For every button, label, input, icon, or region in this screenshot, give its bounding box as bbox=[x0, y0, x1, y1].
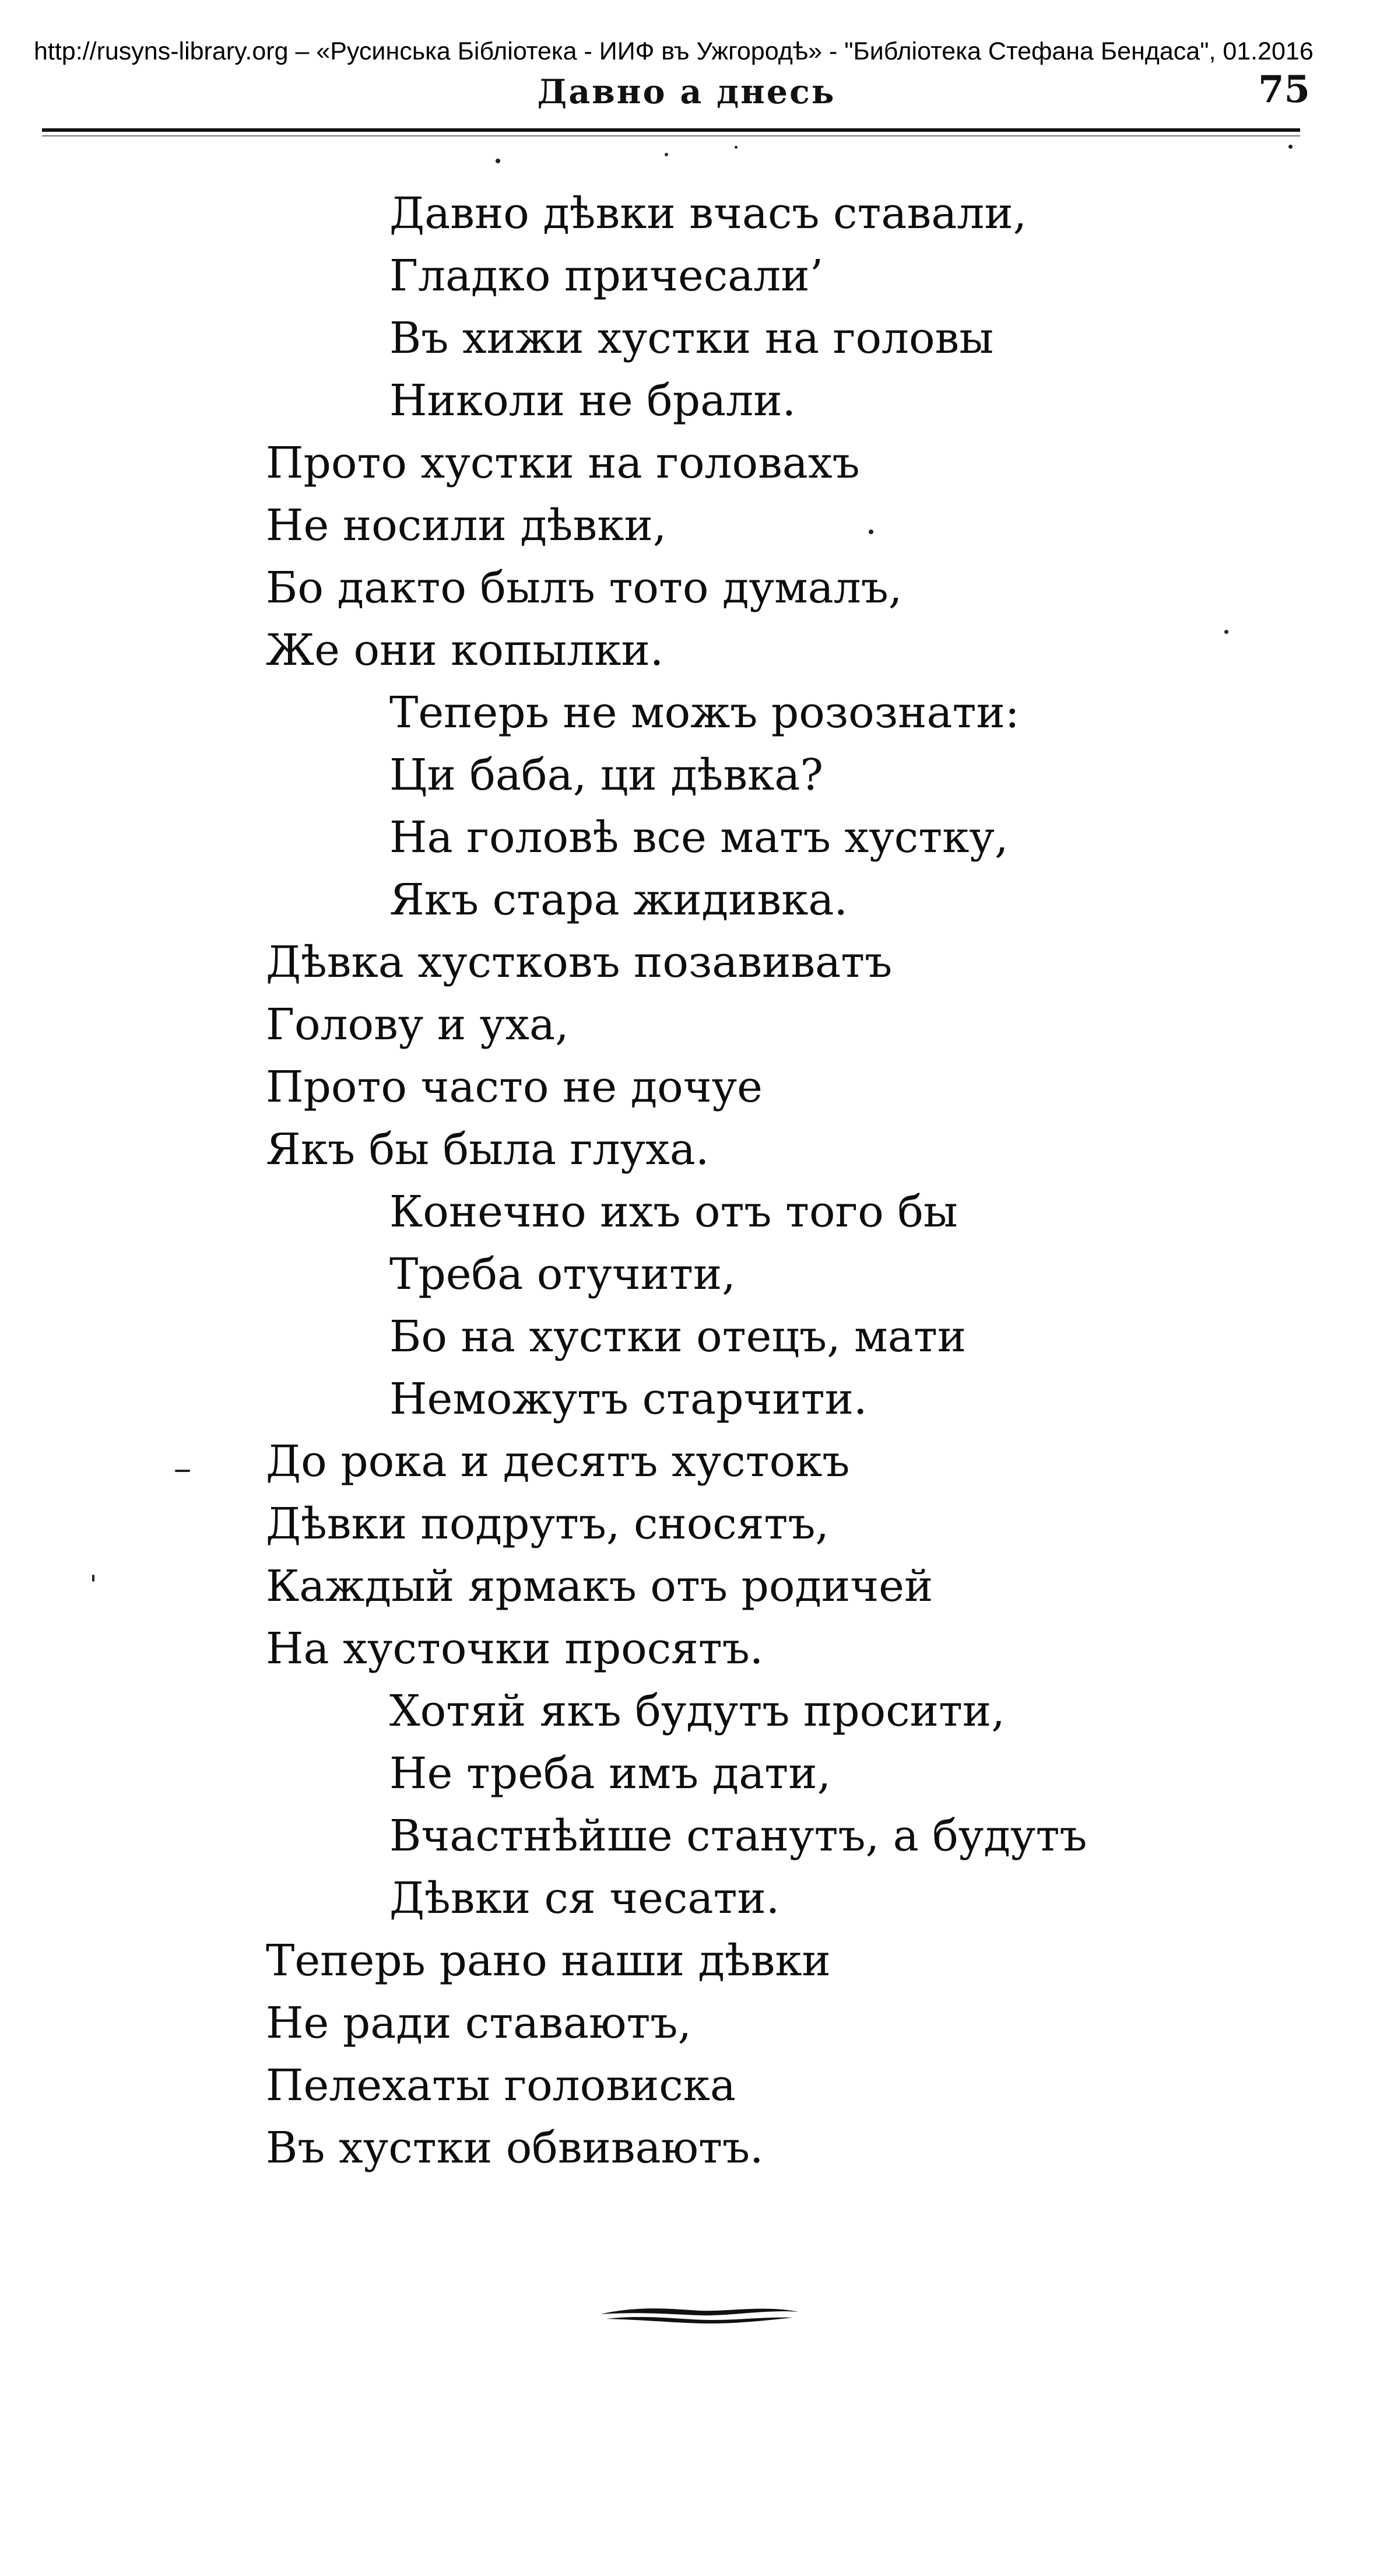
poem-line: Николи не брали. bbox=[389, 376, 796, 426]
poem-line: Якъ бы была глуха. bbox=[266, 1124, 710, 1175]
poem-line: Дѣвки ся чесати. bbox=[389, 1873, 780, 1923]
poem-line: Голову и уха, bbox=[266, 1000, 569, 1050]
poem-line: Не ради ставаютъ, bbox=[266, 1998, 691, 2048]
poem-line: Вчастнѣйше станутъ, а будутъ bbox=[389, 1811, 1087, 1861]
header-rule bbox=[42, 128, 1300, 132]
poem-line: Прото хустки на головахъ bbox=[266, 438, 860, 488]
print-speck bbox=[735, 146, 738, 149]
poem-line: Давно дѣвки вчасъ ставали, bbox=[389, 188, 1027, 239]
poem-line: На головѣ все матъ хустку, bbox=[389, 812, 1009, 863]
ornament-swash-lower bbox=[606, 2317, 793, 2323]
poem-line: Прото часто не дочуе bbox=[266, 1062, 763, 1112]
poem-line: Пелехаты головиска bbox=[266, 2060, 736, 2111]
ornament-swash-upper bbox=[601, 2308, 799, 2315]
print-speck bbox=[665, 153, 668, 156]
poem-line: Гладко причесали’ bbox=[389, 251, 824, 301]
print-speck bbox=[869, 530, 873, 534]
ornament-swash bbox=[595, 2297, 805, 2332]
poem-line: Дѣвка хустковъ позавиватъ bbox=[266, 937, 893, 987]
poem-line: Бо дакто былъ тото думалъ, bbox=[266, 563, 903, 613]
poem-line: Каждый ярмакъ отъ родичей bbox=[266, 1561, 933, 1611]
print-speck bbox=[175, 1470, 190, 1472]
header-rule-shadow bbox=[42, 135, 1300, 136]
poem-line: Хотяй якъ будутъ просити, bbox=[389, 1686, 1005, 1736]
poem-line: Ци баба, ци дѣвка? bbox=[389, 750, 824, 800]
print-speck bbox=[92, 1575, 94, 1582]
poem-line: Бо на хустки отецъ, мати bbox=[389, 1312, 967, 1362]
poem-line: Же они копылки. bbox=[266, 625, 664, 675]
poem-line: Не носили дѣвки, bbox=[266, 500, 667, 551]
page-number: 75 bbox=[1258, 68, 1311, 111]
running-head bbox=[0, 68, 1373, 118]
poem-line: Треба отучити, bbox=[389, 1249, 736, 1299]
poem-line: Неможутъ старчити. bbox=[389, 1374, 868, 1424]
poem-line: Въ хустки обвиваютъ. bbox=[266, 2123, 764, 2173]
poem-line: Въ хижи хустки на головы bbox=[389, 313, 994, 363]
poem-line: Дѣвки подрутъ, сносятъ, bbox=[266, 1499, 829, 1549]
poem-line: На хусточки просятъ. bbox=[266, 1624, 764, 1674]
poem-line: Конечно ихъ отъ того бы bbox=[389, 1187, 958, 1237]
poem-line: Якъ стара жидивка. bbox=[389, 875, 848, 925]
poem-line: Не треба имъ дати, bbox=[389, 1748, 831, 1799]
print-speck bbox=[496, 159, 500, 163]
poem-line: До рока и десятъ хустокъ bbox=[266, 1436, 850, 1487]
poem-line: Теперь не можъ розознати: bbox=[389, 688, 1020, 738]
print-speck bbox=[1288, 145, 1293, 149]
poem-line: Теперь рано наши дѣвки bbox=[266, 1936, 831, 1986]
running-title: Давно а днесь bbox=[537, 72, 836, 111]
print-speck bbox=[1224, 630, 1228, 634]
source-attribution: http://rusyns-library.org – «Русинська Бібліотека - ИИФ въ Ужгородѣ» - "Библіотека Стефана Бендаса", 01.2016 bbox=[34, 37, 1314, 65]
